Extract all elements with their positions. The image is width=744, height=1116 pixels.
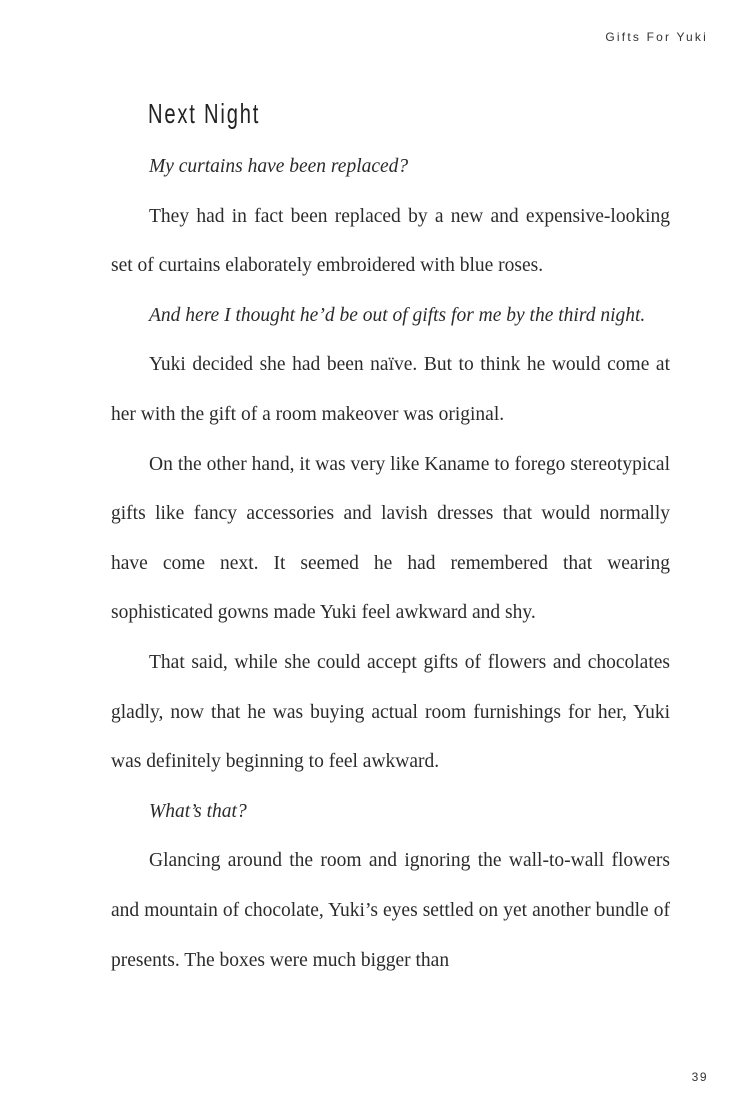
paragraph-7: What’s that?	[149, 800, 247, 822]
paragraph-4: Yuki decided she had been naïve. But to think he would come at her with the gift of a room makeover was original.	[111, 354, 670, 425]
paragraph-5: On the other hand, it was very like Kaname to forego stereotypical gifts like fancy accessories and lavish dresses that would normally have come next. It seemed he had remembered that wearing sophisticated gowns made Yuki feel awkward and shy.	[111, 453, 670, 624]
paragraph-2: They had in fact been replaced by a new and expensive-looking set of curtains elaborately embroidered with blue roses.	[111, 205, 670, 277]
chapter-title: Next Night	[148, 98, 261, 129]
paragraph-3: And here I thought he’d be out of gifts for me by the third night.	[149, 304, 646, 326]
paragraph-8: Glancing around the room and ignoring the wall-to-wall flowers and mountain of chocolate, Yuki’s eyes settled on yet another bundle of presents. The boxes were much bigger than	[111, 850, 670, 971]
paragraph-6: That said, while she could accept gifts of flowers and chocolates gladly, now that he was buying actual room furnishings for her, Yuki was definitely beginning to feel awkward.	[111, 651, 670, 773]
body-text	[111, 142, 670, 985]
running-head-title: Gifts For Yuki	[605, 30, 708, 44]
page-number: 39	[691, 1070, 708, 1084]
paragraph-1: My curtains have been replaced?	[149, 156, 409, 177]
